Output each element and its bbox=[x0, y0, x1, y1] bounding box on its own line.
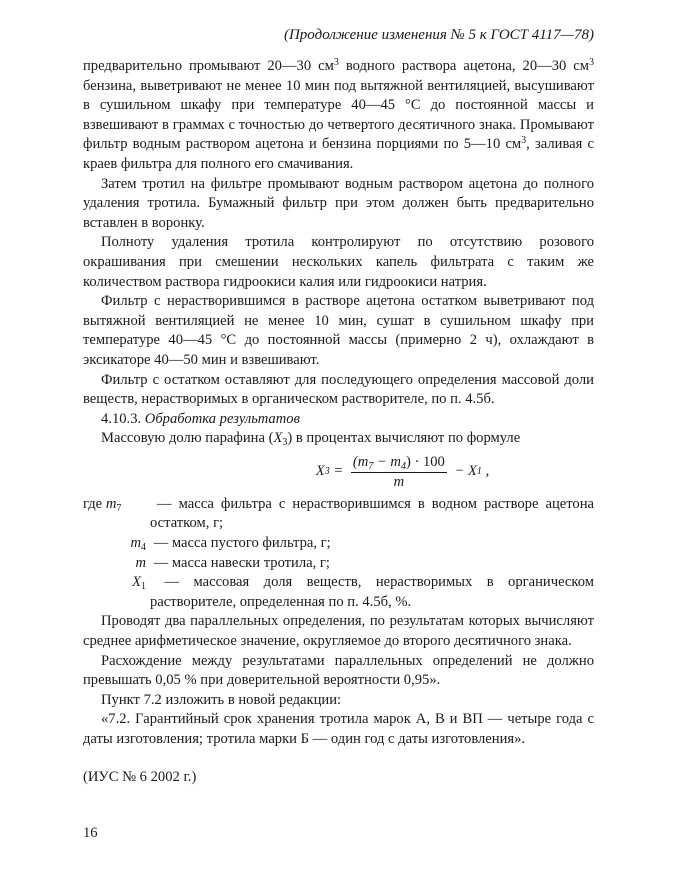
definition-symbol bbox=[83, 495, 150, 515]
text-run: − m bbox=[373, 453, 401, 470]
definition-text bbox=[150, 534, 594, 554]
text-run: ) · 100 bbox=[405, 453, 445, 470]
variable: X bbox=[132, 574, 141, 591]
paragraph-8: Расхождение между результатами параллельных определений не должно превышать 0,05 % при доверительной вероятности 0,95». bbox=[83, 652, 594, 689]
definition-text bbox=[150, 573, 594, 612]
text-run: предварительно промывают 20—30 см bbox=[83, 58, 334, 74]
superscript: 3 bbox=[589, 57, 594, 68]
numerator bbox=[351, 453, 447, 473]
subscript: 4 bbox=[141, 542, 146, 554]
formula-comma: , bbox=[481, 463, 490, 480]
paragraph-2: Затем тротил на фильтре промывают водным раствором ацетона до полного удаления тротила. Бумажный фильтр при этом должен быть предварительно вставлен в воронку. bbox=[83, 175, 594, 231]
definition-row bbox=[83, 554, 594, 574]
formula bbox=[83, 453, 594, 493]
text-run: масса фильтра с нерастворившимся в водном растворе ацетона остатком, г; bbox=[150, 495, 595, 532]
text-run: Массовую долю парафина ( bbox=[101, 430, 274, 447]
definition-text bbox=[150, 554, 594, 574]
text-run: массовая доля веществ, нерастворимых в органическом растворителе, определенная по п. 4.5б, %. bbox=[150, 574, 594, 610]
formula-expression: X 3 = $\frac{(m_7 - m_4) \cdot 100}{m}$ − X 1 , bbox=[315, 453, 490, 490]
dash: — bbox=[150, 535, 172, 552]
dash: — bbox=[150, 574, 194, 591]
paragraph-10: «7.2. Гарантийный срок хранения тротила марок А, В и ВП — четыре года с даты изготовления; тротила марки Б — один год с даты изготовления». bbox=[83, 711, 594, 747]
text-run: где bbox=[83, 495, 106, 512]
fraction bbox=[351, 453, 447, 491]
paragraph-4: Фильтр с нерастворившимся в растворе ацетона остатком выветривают под вытяжной вентиляцией не менее 10 мин, сушат в сушильном шкафу при температуре 40—45 °С до постоянной массы (примерно 2 ч), охлаждают в эксикаторе 40—50 мин и взвешивают. bbox=[83, 293, 594, 368]
paragraph-3: Полноту удаления тротила контролируют по отсутствию розового окрашивания при смешении нескольких капель фильтрата с таким же количеством раствора гидроокиси калия или гидроокиси натрия. bbox=[83, 234, 594, 290]
text-run: масса пустого фильтра, г; bbox=[171, 535, 331, 552]
text-run: , заливая с краев фильтра для полного его смачивания. bbox=[83, 136, 594, 172]
dash: — bbox=[150, 495, 179, 512]
definition-row bbox=[83, 534, 594, 554]
variable: m bbox=[130, 535, 141, 552]
source-note: (ИУС № 6 2002 г.) bbox=[83, 768, 197, 785]
text-run: водного раствора ацетона, 20—30 см bbox=[338, 58, 589, 74]
subscript: 1 bbox=[141, 581, 146, 593]
denominator: m bbox=[393, 473, 405, 490]
section-heading bbox=[83, 410, 594, 430]
definition-row bbox=[83, 573, 594, 612]
definition-symbol bbox=[83, 534, 150, 554]
paragraph-6 bbox=[83, 429, 594, 449]
superscript: 3 bbox=[333, 57, 339, 68]
formula-tail: − X bbox=[450, 463, 477, 480]
subscript: 7 bbox=[368, 460, 374, 472]
text-run: ) в процентах вычисляют по формуле bbox=[287, 430, 521, 447]
text-run: бензина, выветривают не менее 10 мин под вытяжной вентиляцией, высушивают в сушильном шкафу при температуре 40—45 °С до постоянной массы и взвешивают в граммах с точностью до четвертого десятичного знака. Промывают фильтр водным раствором ацетона и бензина порциями по 5—10 см bbox=[83, 77, 594, 153]
page-number: 16 bbox=[83, 825, 98, 841]
formula-lhs: X bbox=[315, 463, 325, 480]
paragraph-7: Проводят два параллельных определения, по результатам которых вычисляют среднее арифметическое значение, округляемое до второго десятичного знака. bbox=[83, 613, 594, 650]
dash: — bbox=[150, 554, 172, 571]
equals-sign: = bbox=[329, 463, 347, 480]
subscript: 3 bbox=[282, 437, 288, 449]
subscript: 4 bbox=[400, 460, 406, 472]
section-title: Обработка результатов bbox=[144, 410, 300, 427]
text-run: (m bbox=[352, 453, 369, 470]
definition-text bbox=[150, 495, 594, 534]
variable: X bbox=[273, 430, 283, 447]
paragraph-9: Пункт 7.2 изложить в новой редакции: bbox=[101, 691, 342, 708]
text-run: масса навески тротила, г; bbox=[171, 554, 330, 571]
paragraph-1 bbox=[83, 57, 594, 175]
superscript: 3 bbox=[521, 135, 527, 147]
page-header: (Продолжение изменения № 5 к ГОСТ 4117—78) bbox=[283, 27, 594, 43]
paragraph-5: Фильтр с остатком оставляют для последующего определения массовой доли веществ, нерастворимых в органическом растворителе, по п. 4.5б. bbox=[83, 371, 594, 408]
subscript: 7 bbox=[116, 502, 122, 514]
definition-symbol bbox=[83, 554, 150, 574]
definition-row bbox=[83, 495, 594, 534]
section-number: 4.10.3. bbox=[101, 410, 145, 427]
variable-definitions bbox=[83, 495, 594, 613]
definition-symbol bbox=[83, 573, 150, 593]
variable: m bbox=[135, 554, 146, 571]
document-page bbox=[83, 26, 594, 787]
variable: m bbox=[105, 495, 117, 512]
